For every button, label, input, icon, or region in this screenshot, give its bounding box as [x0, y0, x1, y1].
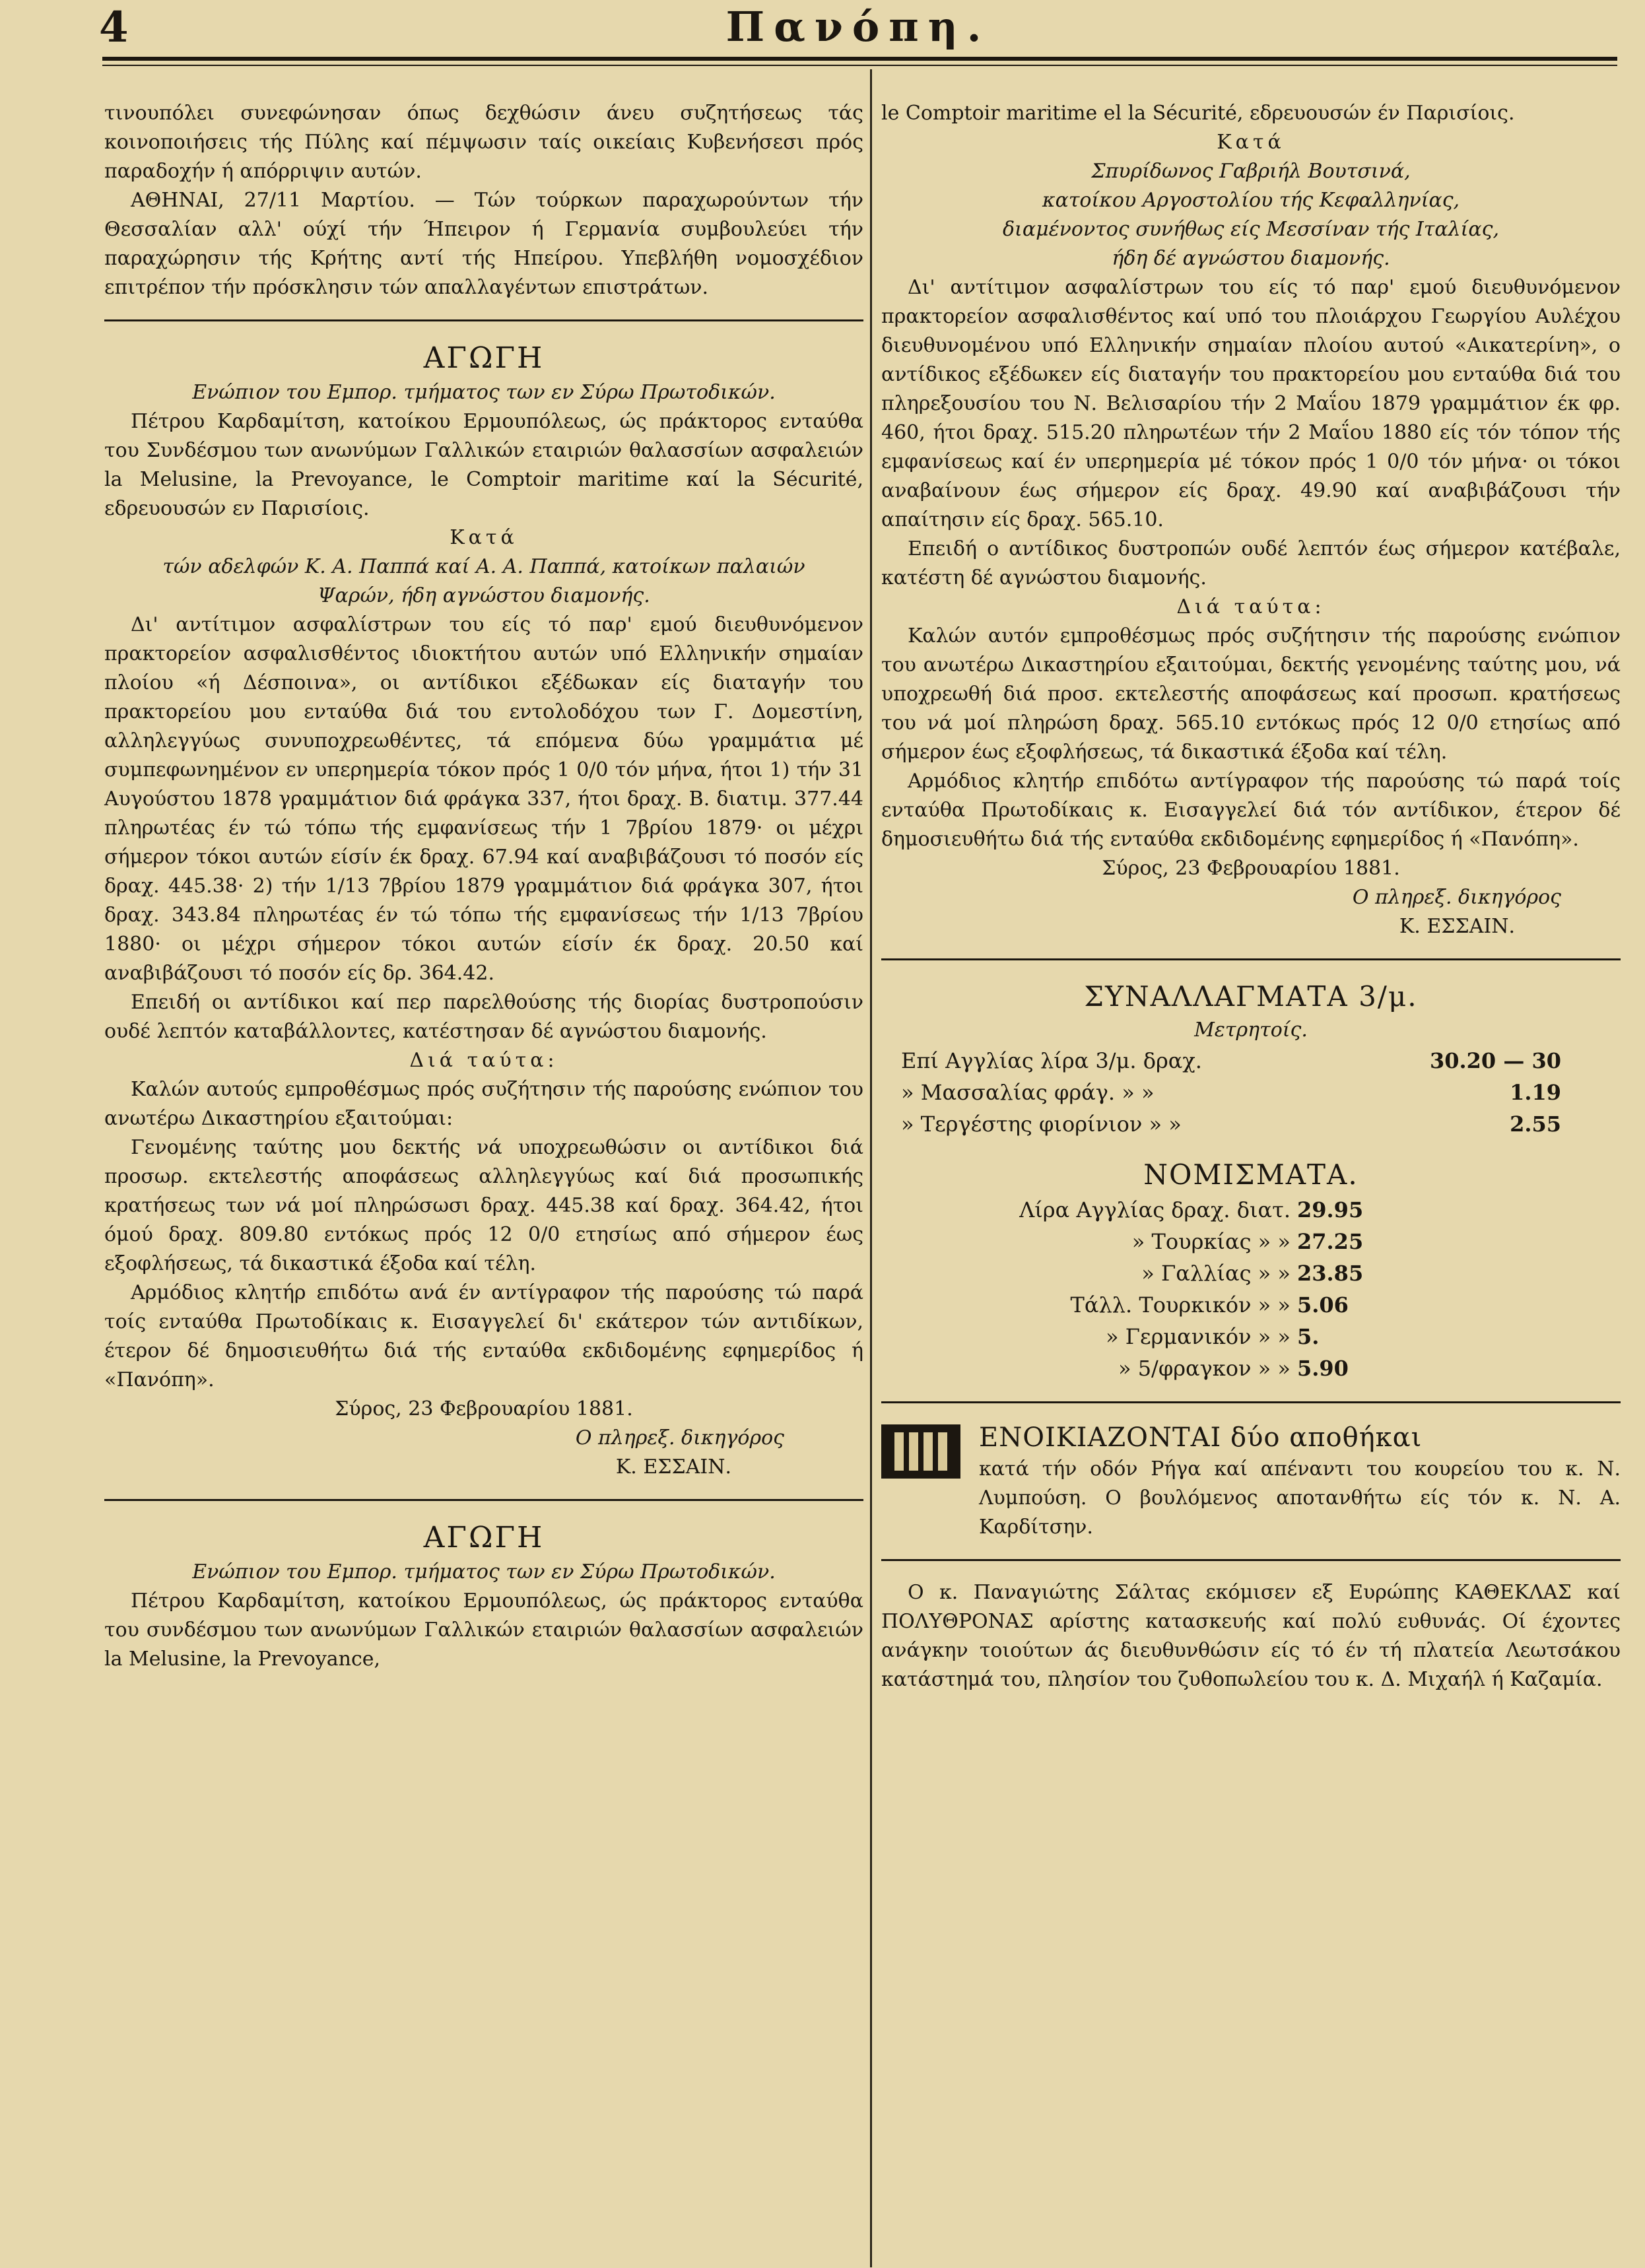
notice-date: Σύρος, 23 Φεβρουαρίου 1881.: [335, 1397, 633, 1420]
legal-notice: [881, 99, 1621, 941]
notice-plaintiff-continued: le Comptoir maritime el la Sécurité, εδρευουσών έν Παρισίοις.: [881, 102, 1515, 125]
notice-closing: Καλών αυτούς εμπροθέσμως πρός συζήτησιν τής παρούσης ενώπιον του ανωτέρω Δικαστηρίου εξαιτούμαι:: [104, 1078, 863, 1130]
coin-label: Τάλλ. Τουρκικόν » »: [1070, 1292, 1291, 1317]
notice-closing: Αρμόδιος κλητήρ επιδότω ανά έν αντίγραφον τής παρούσης τώ παρά τοίς ενταύθα Πρωτοδίκαις κ. Εισαγγελεί δι' εκάτερον τών αντιδίκων, έτερον δέ δημοσιευθήτω διά τής ενταύθα εκδιδομένης εφημερίδος ή «Πανόπη».: [104, 1281, 863, 1391]
notice-closing: Καλών αυτόν εμπροθέσμως πρός συζήτησιν τής παρούσης ενώπιον του ανωτέρω Δικαστηρίου εξαιτούμαι, δεκτής γενομένης ταύτης μου, νά υποχρεωθή διά προσ. εκτελεστής αποφάσεως καί προσωπ. κρατήσεως του νά μοί πληρώση δραχ. 565.10 εντόκως πρός 12 0/0 ετησίως από σήμερον έως εξοφλήσεως, τά δικαστικά έξοδα καί τέλη.: [881, 624, 1621, 764]
exchange-row: [881, 1045, 1621, 1077]
coin-label: » 5/φραγκον » »: [1118, 1356, 1291, 1381]
notice-defendant-line: Σπυρίδωνος Γαβριήλ Βουτσινά,: [1091, 160, 1411, 183]
rent-advertisement: [881, 1420, 1621, 1542]
furniture-advertisement: [881, 1578, 1621, 1694]
exchange-title: ΣΥΝΑΛΛΑΓΜΑΤΑ 3/μ.: [1084, 980, 1418, 1013]
notice-subtitle: Ενώπιον του Εμπορ. τμήματος των εν Σύρω Πρωτοδικών.: [192, 381, 776, 404]
notice-defendant-line: διαμένοντος συνήθως είς Μεσσίναν τής Ιταλίας,: [1003, 218, 1499, 241]
notice-signer-name: Κ. ΕΣΣΑΙΝ.: [1399, 915, 1515, 938]
exchange-row: [881, 1077, 1621, 1108]
notice-body: Δι' αντίτιμον ασφαλίστρων του είς τό παρ' εμού διευθυνόμενον πρακτορείον ασφαλισθέντος ιδιοκτήτου αυτών υπό Ελληνικήν σημαίαν πλοίου «ή Δέσποινα», οι αντίδικοι εξέδωκαν είς διαταγήν του πρακτορείου μου ενταύθα διά του εντολοδόχου των Γ. Δομεστίνη, αλληλεγγύως συνυποχρεωθέντες, τά επόμενα δύω γραμμάτια μέ συμπεφωνημένον εν υπερημερία τόκον πρός 1 0/0 τόν μήνα, ήτοι 1) τήν 31 Αυγούστου 1878 γραμμάτιον διά φράγκα 337, ήτοι δραχ. Β. διατιμ. 377.44 πληρωτέας έν τώ τόπω τής εμφανίσεως τήν 1 7βρίου 1879· οι μέχρι σήμερον τόκοι αυτών είσίν έκ δραχ. 67.94 καί αναβιβάζουσι τό ποσόν είς δραχ. 445.38· 2) τήν 1/13 7βρίου 1879 γραμμάτιον διά φράγκα 307, ήτοι δραχ. 343.84 πληρωτέας έν τώ τόπω τής εμφανίσεως τήν 1/13 7βρίου 1880· οι μέχρι σήμερον τόκοι αυτών είσίν έκ δραχ. 20.50 καί αναβιβάζουσι τό ποσόν είς δρ. 364.42.: [104, 613, 863, 985]
coin-value: 23.85: [1297, 1261, 1364, 1286]
section-divider: [881, 958, 1621, 960]
exchange-label: » Τεργέστης φιορίνιον » »: [901, 1112, 1182, 1137]
notice-body: Επειδή οι αντίδικοι καί περ παρελθούσης τής διορίας δυστροπούσιν ουδέ λεπτόν καταβάλλοντες, κατέστησαν δέ αγνώστου διαμονής.: [104, 991, 863, 1043]
coin-value: 5.90: [1297, 1356, 1349, 1381]
coin-label: » Γαλλίας » »: [1141, 1261, 1291, 1286]
notice-title: ΑΓΩΓΗ: [423, 1521, 545, 1554]
notice-closing: Γενομένης ταύτης μου δεκτής νά υποχρεωθώσιν οι αντίδικοι διά προσωρ. εκτελεστής αποφάσεως αλληλεγγύως καί διά προσωπικής κρατήσεως των νά μοί πληρώσωσι δραχ. 445.38 καί δραχ. 364.42, ήτοι όμού δραχ. 809.80 εντόκως πρός 12 0/0 ετησίως από σήμερον έως εξοφλήσεως, τά δικαστικά έξοδα καί τέλη.: [104, 1136, 863, 1275]
notice-plaintiff: Πέτρου Καρδαμίτση, κατοίκου Ερμουπόλεως, ώς πράκτορος ενταύθα του Συνδέσμου των ανωνύμων Γαλλικών εταιριών θαλασσίων ασφαλειών la Melusine, la Prevoyance, le Comptoir maritime καί la Sécurité, εδρευουσών εν Παρισίοις.: [104, 410, 863, 520]
coin-label: » Γερμανικόν » »: [1106, 1324, 1291, 1349]
exchange-label: Επί Αγγλίας λίρα 3/μ. δραχ.: [901, 1048, 1202, 1073]
coin-row: [881, 1194, 1621, 1226]
notice-signer-role: Ο πληρεξ. δικηγόρος: [1352, 886, 1561, 909]
notice-subtitle: Ενώπιον του Εμπορ. τμήματος των εν Σύρω Πρωτοδικών.: [192, 1560, 776, 1584]
coin-value: 27.25: [1297, 1229, 1364, 1254]
masthead: [99, 0, 1617, 66]
coin-row: [881, 1257, 1621, 1289]
legal-notice: [104, 1518, 863, 1674]
coin-row: [881, 1321, 1621, 1352]
notice-defendants: τών αδελφών Κ. Α. Παππά καί Α. Α. Παππά, κατοίκων παλαιών Ψαρών, ήδη αγνώστου διαμονής.: [162, 555, 805, 607]
notice-signer-name: Κ. ΕΣΣΑΙΝ.: [615, 1455, 731, 1479]
news-paragraph: τινουπόλει συνεφώνησαν όπως δεχθώσιν άνευ συζητήσεως τάς κοινοποιήσεις τής Πύλης καί πέμψωσιν ταίς οικείαις Κυβενήσεσι πρός παραδοχήν ή απόρριψιν αυτών.: [104, 102, 863, 183]
furniture-ad-text: Ο κ. Παναγιώτης Σάλτας εκόμισεν εξ Ευρώπης ΚΑΘΕΚΛΑΣ καί ΠΟΛΥΘΡΟΝΑΣ αρίστης κατασκευής καί πολύ ευθυνάς. Οί έχοντες ανάγκην τοιούτων άς διευθυνθώσιν είς τό έν τή πλατεία Λεωτσάκου κατάστημά του, πλησίον του ζυθοπωλείου του κ. Δ. Μιχαήλ ή Καζαμία.: [881, 1581, 1621, 1691]
section-divider: [881, 1559, 1621, 1561]
coin-label: » Τουρκίας » »: [1131, 1229, 1291, 1254]
coin-row: [881, 1352, 1621, 1384]
coin-value: 29.95: [1297, 1197, 1364, 1222]
rent-ad-text: κατά τήν οδόν Ρήγα καί απέναντι του κουρείου του κ. Ν. Λυμπούση. Ο βουλόμενος αποτανθήτω είς τόν κ. Ν. Α. Καρδίτσην.: [979, 1457, 1621, 1539]
rent-ad-title: ΕΝΟΙΚΙΑΖΟΝΤΑΙ δύο αποθήκαι: [979, 1422, 1423, 1453]
notice-kata: Κατά: [450, 526, 518, 549]
exchange-value: 1.19: [1510, 1080, 1561, 1105]
newspaper-title: Πανόπη.: [725, 3, 991, 51]
notice-signer-role: Ο πληρεξ. δικηγόρος: [575, 1426, 784, 1450]
masthead-rule-thin: [102, 65, 1617, 66]
page-number: 4: [99, 3, 129, 52]
exchange-subtitle: Μετρητοίς.: [1194, 1018, 1308, 1042]
storehouse-icon: [881, 1424, 960, 1479]
section-divider: [881, 1401, 1621, 1403]
exchange-value: 30.20 — 30: [1429, 1048, 1561, 1073]
coin-label: Λίρα Αγγλίας δραχ. διατ.: [1019, 1197, 1291, 1222]
notice-body: Επειδή ο αντίδικος δυστροπών ουδέ λεπτόν έως σήμερον κατέβαλε, κατέστη δέ αγνώστου διαμονής.: [881, 537, 1621, 589]
exchange-label: » Μασσαλίας φράγ. » »: [901, 1080, 1155, 1105]
notice-date: Σύρος, 23 Φεβρουαρίου 1881.: [1102, 857, 1400, 880]
notice-defendant-line: ήδη δέ αγνώστου διαμονής.: [1112, 247, 1390, 270]
coin-value: 5.06: [1297, 1292, 1349, 1317]
coins-title: ΝΟΜΙΣΜΑΤΑ.: [1143, 1158, 1359, 1191]
notice-title: ΑΓΩΓΗ: [423, 341, 545, 375]
notice-defendant-line: κατοίκου Αργοστολίου τής Κεφαλληνίας,: [1042, 189, 1460, 212]
notice-closing: Αρμόδιος κλητήρ επιδότω αντίγραφον τής παρούσης τώ παρά τοίς ενταύθα Πρωτοδίκαις κ. Εισαγγελεί διά τόν αντίδικον, έτερον δέ δημοσιευθήτω διά τής ενταύθα εκδιδομένης εφημερίδος ή «Πανόπη».: [881, 770, 1621, 851]
notice-body: Δι' αντίτιμον ασφαλίστρων του είς τό παρ' εμού διευθυνόμενον πρακτορείον ασφαλισθέντος καί υπό του πλοιάρχου Γεωργίου Αυλέχου διευθυνομένου υπό Ελληνικήν σημαίαν πλοίου αυτού «Αικατερίνη», ο αντίδικος εξέδωκεν είς διαταγήν του πρακτορείου μου ενταύθα διά του πληρεξουσίου του Ν. Βελισαρίου τήν 2 Μαΐου 1879 γραμμάτιον έκ φρ. 460, ήτοι δραχ. 515.20 πληρωτέων τήν 2 Μαΐου 1880 είς τόν τόπον τής εμφανίσεως καί έν υπερημερία μέ τόκον πρός 1 0/0 τόν μήνα· οι τόκοι αναβαίνουν έως σήμερον είς δραχ. 49.90 καί αναβιβάζουσι τήν απαίτησιν είς δραχ. 565.10.: [881, 276, 1621, 531]
exchange-value: 2.55: [1510, 1112, 1561, 1137]
column-divider: [870, 69, 872, 2267]
left-column: [104, 99, 863, 1674]
coin-row: [881, 1226, 1621, 1257]
exchange-rates: [881, 978, 1621, 1384]
notice-kata: Κατά: [1217, 131, 1285, 154]
section-divider: [104, 319, 863, 321]
right-column: [881, 99, 1621, 1694]
notice-plaintiff: Πέτρου Καρδαμίτση, κατοίκου Ερμουπόλεως, ώς πράκτορος ενταύθα του συνδέσμου των ανωνύμων Γαλλικών εταιριών θαλασσίων ασφαλειών la Melusine, la Prevoyance,: [104, 1589, 863, 1671]
notice-dia-tauta: Διά ταύτα:: [1176, 595, 1326, 618]
section-divider: [104, 1499, 863, 1501]
exchange-row: [881, 1108, 1621, 1140]
legal-notice: [104, 339, 863, 1482]
masthead-rule: [102, 57, 1617, 61]
notice-dia-tauta: Διά ταύτα:: [409, 1049, 558, 1072]
rent-ad-body: [979, 1420, 1621, 1542]
coin-row: [881, 1289, 1621, 1321]
coin-value: 5.: [1297, 1324, 1320, 1349]
news-paragraph: ΑΘΗΝΑΙ, 27/11 Μαρτίου. — Τών τούρκων παραχωρούντων τήν Θεσσαλίαν αλλ' ούχί τήν Ήπειρον ή Γερμανία συμβουλεύει τήν παραχώρησιν τής Κρήτης αντί τής Ηπείρου. Υπεβλήθη νομοσχέδιον επιτρέπον τήν πρόσκλησιν τών απαλλαγέντων επιστράτων.: [104, 189, 863, 299]
